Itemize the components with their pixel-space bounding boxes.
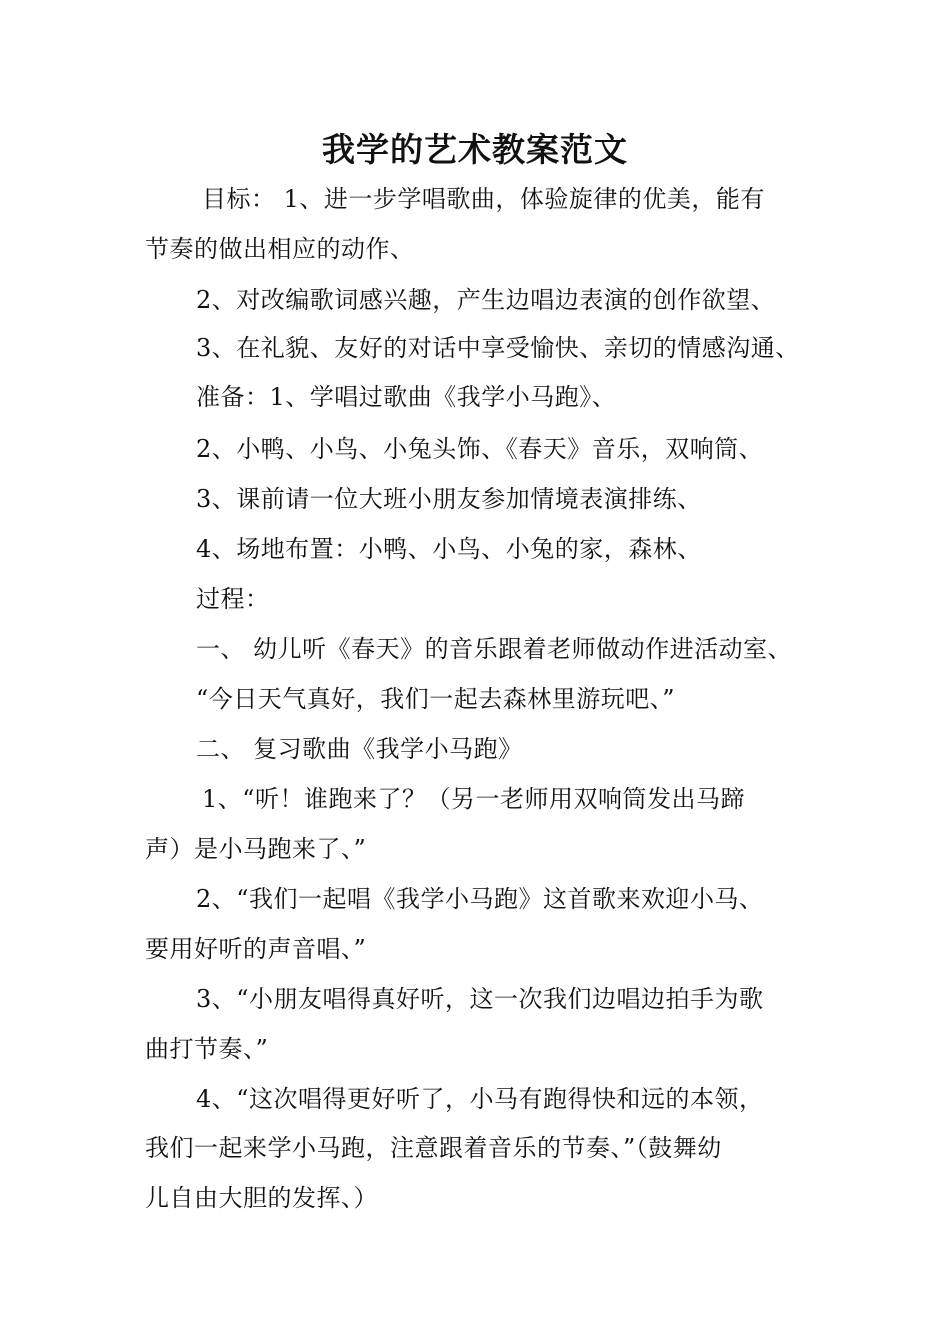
document-title: 我学的艺术教案范文 (322, 130, 628, 169)
paragraph-line: 过程： (196, 585, 270, 613)
paragraph-line: 儿自由大胆的发挥、） (145, 1184, 378, 1212)
paragraph-line: 3、课前请一位大班小朋友参加情境表演排练、 (196, 485, 702, 513)
paragraph-line: 一、 幼儿听《春天》的音乐跟着老师做动作进活动室、 (196, 635, 793, 663)
paragraph-line: 曲打节奏、” (145, 1035, 269, 1063)
paragraph-line: 4、场地布置：小鸭、小鸟、小兔的家，森林、 (196, 535, 702, 563)
paragraph-line: 节奏的做出相应的动作、 (145, 235, 415, 263)
paragraph-line: 准备：1、学唱过歌曲《我学小马跑》、 (196, 383, 617, 411)
paragraph-line: 声）是小马跑来了、” (145, 835, 367, 863)
paragraph-line: 二、 复习歌曲《我学小马跑》 (196, 735, 523, 763)
paragraph-line: 2、对改编歌词感兴趣，产生边唱边表演的创作欲望、 (196, 286, 776, 314)
paragraph-line: 1、“听！谁跑来了？（另一老师用双响筒发出马蹄 (202, 785, 746, 813)
paragraph-line: 目标： 1、进一步学唱歌曲，体验旋律的优美，能有 (202, 185, 765, 213)
paragraph-line: 4、“这次唱得更好听了，小马有跑得快和远的本领， (196, 1085, 764, 1113)
paragraph-line: 3、在礼貌、友好的对话中享受愉快、亲切的情感沟通、 (196, 334, 800, 362)
paragraph-line: 3、“小朋友唱得真好听，这一次我们边唱边拍手为歌 (196, 985, 764, 1013)
paragraph-line: 2、小鸭、小鸟、小兔头饰、《春天》音乐，双响筒、 (196, 435, 764, 463)
paragraph-line: 我们一起来学小马跑，注意跟着音乐的节奏、”（鼓舞幼 (145, 1134, 722, 1162)
paragraph-line: “今日天气真好，我们一起去森林里游玩吧、” (196, 685, 676, 713)
paragraph-line: 2、“我们一起唱《我学小马跑》这首歌来欢迎小马、 (196, 885, 764, 913)
paragraph-line: 要用好听的声音唱、” (145, 935, 367, 963)
